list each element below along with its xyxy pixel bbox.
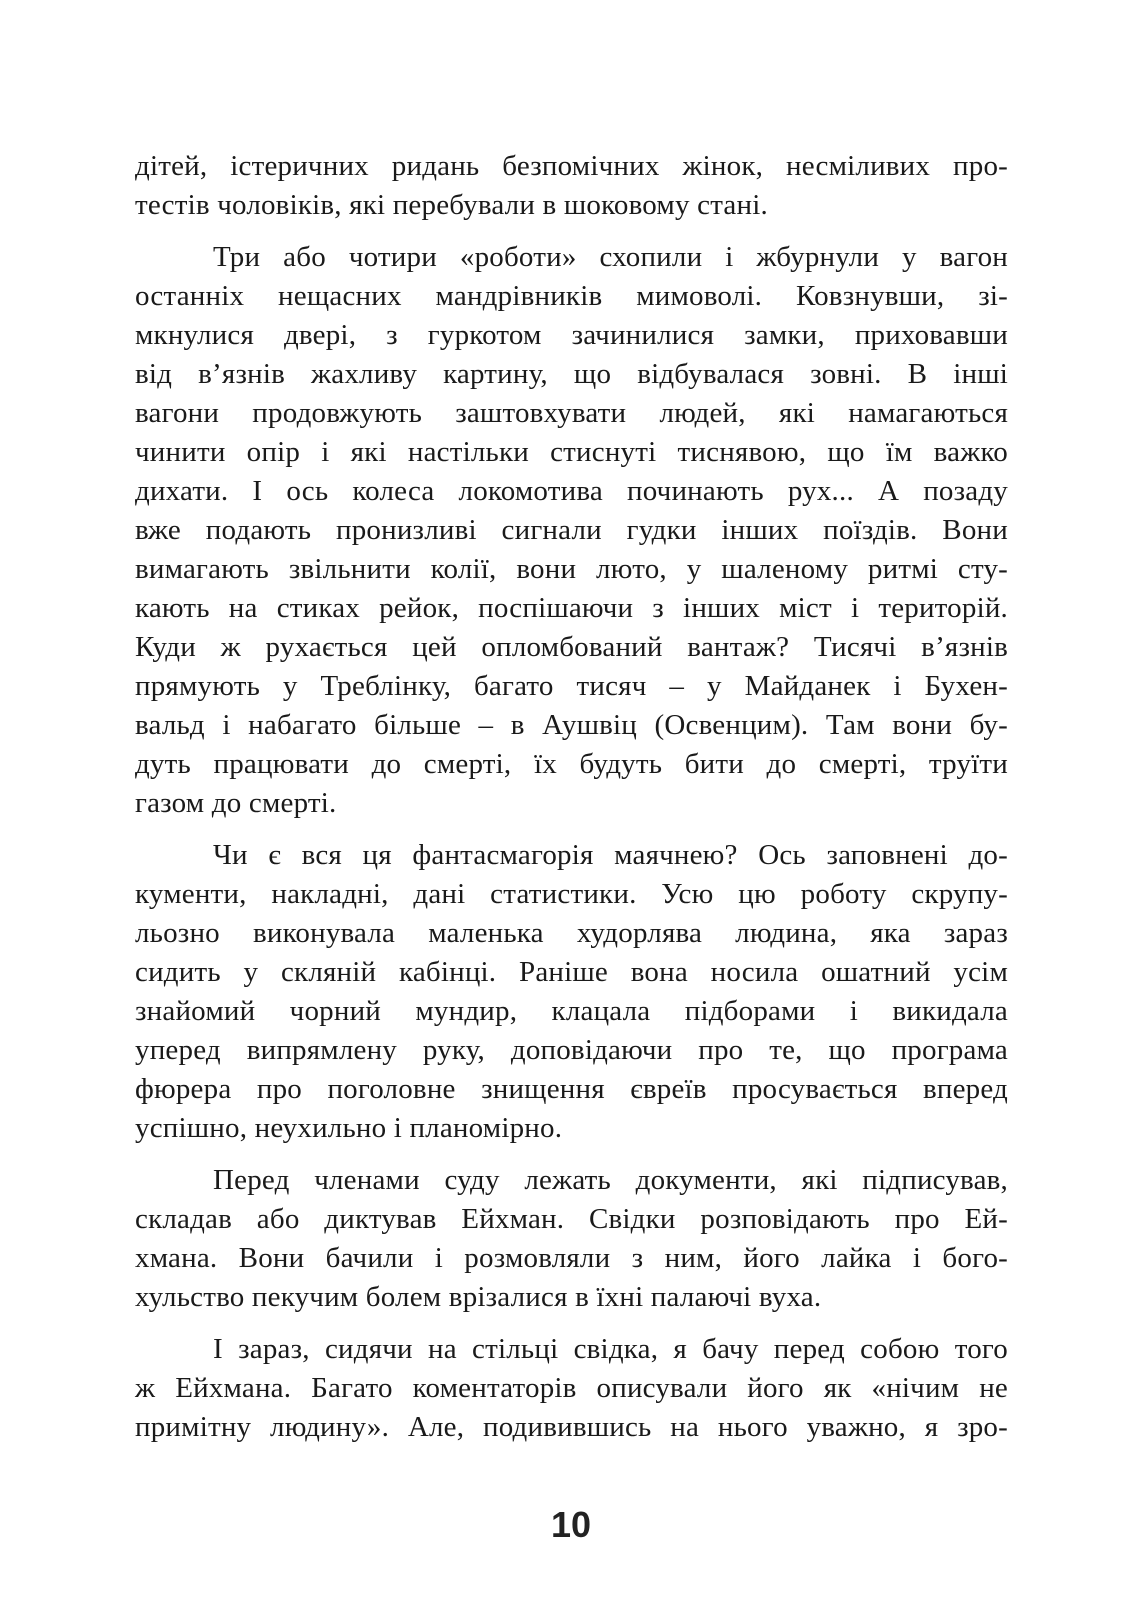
text-line: Чи є вся ця фантасмагорія маячнею? Ось заповнені до- [213, 839, 1008, 871]
text-line: сидить у скляній кабінці. Раніше вона носила ошатний усім [135, 956, 1008, 988]
text-line: вагони продовжують заштовхувати людей, які намагаються [135, 397, 1008, 429]
paragraph [135, 147, 1008, 225]
text-line: тестів чоловіків, які перебували в шоковому стані. [135, 189, 768, 221]
text-line: газом до смерті. [135, 787, 337, 819]
text-line: І зараз, сидячи на стільці свідка, я бачу перед собою того [213, 1333, 1008, 1365]
text-line: льозно виконувала маленька худорлява людина, яка зараз [135, 917, 1008, 949]
text-line: Перед членами суду лежать документи, які підписував, [213, 1164, 1008, 1196]
text-block [135, 147, 1008, 1460]
text-line: від в’язнів жахливу картину, що відбувалася зовні. В інші [135, 358, 1008, 390]
text-line: кументи, накладні, дані статистики. Усю цю роботу скрупу- [135, 878, 1008, 910]
paragraph [135, 1161, 1008, 1317]
text-line: ж Ейхмана. Багато коментаторів описували його як «нічим не [135, 1372, 1008, 1404]
page-number: 10 [550, 1504, 592, 1545]
paragraph [135, 238, 1008, 823]
text-line: кають на стиках рейок, поспішаючи з інших міст і територій. [135, 592, 1008, 624]
text-line: вальд і набагато більше – в Аушвіц (Освенцим). Там вони бу- [135, 709, 1008, 741]
text-line: чинити опір і які настільки стиснуті тиснявою, що їм важко [135, 436, 1008, 468]
text-line: знайомий чорний мундир, клацала підборами і викидала [135, 995, 1008, 1027]
text-line: хмана. Вони бачили і розмовляли з ним, його лайка і бого- [135, 1242, 1008, 1274]
text-line: Куди ж рухається цей опломбований вантаж? Тисячі в’язнів [135, 631, 1008, 663]
text-line: дихати. І ось колеса локомотива починають рух... А позаду [135, 475, 1008, 507]
text-line: хульство пекучим болем врізалися в їхні палаючі вуха. [135, 1281, 822, 1313]
text-line: прямують у Треблінку, багато тисяч – у Майданек і Бухен- [135, 670, 1008, 702]
text-line: вимагають звільнити колії, вони люто, у шаленому ритмі сту- [135, 553, 1008, 585]
text-line: уперед випрямлену руку, доповідаючи про те, що програма [135, 1034, 1008, 1066]
text-line: фюрера про поголовне знищення євреїв просувається вперед [135, 1073, 1008, 1105]
text-line: успішно, неухильно і планомірно. [135, 1112, 563, 1144]
text-line: мкнулися двері, з гуркотом зачинилися замки, приховавши [135, 319, 1008, 351]
paragraph [135, 836, 1008, 1148]
text-line: дітей, істеричних ридань безпомічних жінок, несміливих про- [135, 150, 1008, 182]
text-line: вже подають пронизливі сигнали гудки інших поїздів. Вони [135, 514, 1008, 546]
paragraph [135, 1330, 1008, 1447]
text-line: Три або чотири «роботи» схопили і жбурнули у вагон [213, 241, 1008, 273]
text-line: примітну людину». Але, подивившись на нього уважно, я зро- [135, 1411, 1008, 1443]
text-line: останніх нещасних мандрівників мимоволі. Ковзнувши, зі- [135, 280, 1008, 312]
text-line: дуть працювати до смерті, їх будуть бити до смерті, труїти [135, 748, 1008, 780]
text-line: складав або диктував Ейхман. Свідки розповідають про Ей- [135, 1203, 1008, 1235]
